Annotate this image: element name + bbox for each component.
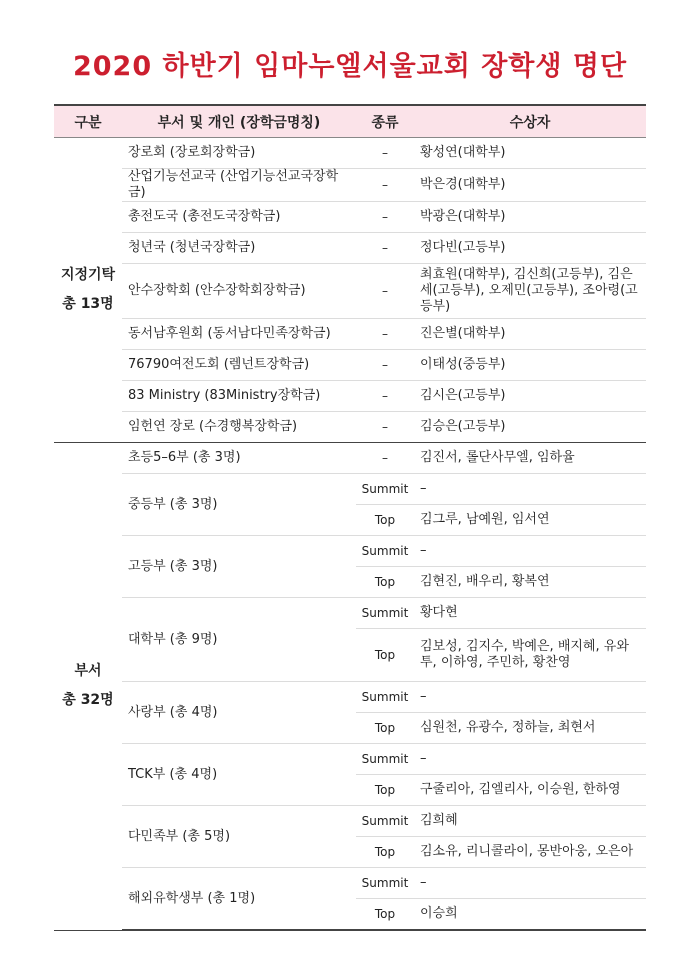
summit-winner: 김희혜 bbox=[414, 806, 646, 837]
table-row bbox=[54, 264, 646, 319]
header-category: 구분 bbox=[54, 105, 122, 138]
summit-winner: – bbox=[414, 744, 646, 775]
summit-winner: – bbox=[414, 474, 646, 505]
department-name: 산업기능선교국 (산업기능선교국장학금) bbox=[122, 169, 356, 202]
top-winners: 김그루, 남예원, 임서연 bbox=[414, 505, 646, 536]
scholarship-type: – bbox=[356, 350, 414, 381]
scholarship-type: – bbox=[356, 381, 414, 412]
scholarship-type: – bbox=[356, 319, 414, 350]
table-row bbox=[54, 682, 646, 713]
summit-type: Summit bbox=[356, 536, 414, 567]
department-name: 중등부 (총 3명) bbox=[122, 474, 356, 536]
table-row bbox=[54, 381, 646, 412]
table-row bbox=[54, 412, 646, 443]
table-row bbox=[54, 319, 646, 350]
winner-list: 김승은(고등부) bbox=[414, 412, 646, 443]
winner-list: 김시은(고등부) bbox=[414, 381, 646, 412]
table-row bbox=[54, 169, 646, 202]
top-winners: 김현진, 배우리, 황복연 bbox=[414, 567, 646, 598]
top-winners: 이승희 bbox=[414, 899, 646, 931]
summit-type: Summit bbox=[356, 474, 414, 505]
summit-type: Summit bbox=[356, 744, 414, 775]
table-row bbox=[54, 233, 646, 264]
designated-group-label bbox=[54, 138, 122, 443]
scholarship-type: – bbox=[356, 443, 414, 474]
table-row bbox=[54, 202, 646, 233]
department-name: 83 Ministry (83Ministry장학금) bbox=[122, 381, 356, 412]
top-type: Top bbox=[356, 713, 414, 744]
winner-list: 박광은(대학부) bbox=[414, 202, 646, 233]
header-department: 부서 및 개인 (장학금명칭) bbox=[122, 105, 356, 138]
designated-section bbox=[54, 138, 646, 443]
department-group-label bbox=[54, 443, 122, 931]
top-winners: 심원천, 유광수, 정하늘, 최현서 bbox=[414, 713, 646, 744]
scholarship-type: – bbox=[356, 202, 414, 233]
department-name: 사랑부 (총 4명) bbox=[122, 682, 356, 744]
summit-winner: – bbox=[414, 868, 646, 899]
department-name: 76790여전도회 (렘넌트장학금) bbox=[122, 350, 356, 381]
summit-type: Summit bbox=[356, 682, 414, 713]
department-name: 초등5–6부 (총 3명) bbox=[122, 443, 356, 474]
department-name: TCK부 (총 4명) bbox=[122, 744, 356, 806]
department-section bbox=[54, 443, 646, 931]
summit-type: Summit bbox=[356, 806, 414, 837]
table-row bbox=[54, 744, 646, 775]
scholarship-type: – bbox=[356, 233, 414, 264]
winner-list: 정다빈(고등부) bbox=[414, 233, 646, 264]
scholarship-type: – bbox=[356, 169, 414, 202]
winner-list: 최효원(대학부), 김신희(고등부), 김은세(고등부), 오제민(고등부), 조아령(고등부) bbox=[414, 264, 646, 319]
designated-group-label-title: 지정기탁 bbox=[60, 267, 116, 283]
department-name: 대학부 (총 9명) bbox=[122, 598, 356, 682]
scholarship-type: – bbox=[356, 412, 414, 443]
department-name: 장로회 (장로회장학금) bbox=[122, 138, 356, 169]
summit-winner: – bbox=[414, 536, 646, 567]
top-type: Top bbox=[356, 567, 414, 598]
table-row bbox=[54, 474, 646, 505]
table-header-row bbox=[54, 105, 646, 138]
summit-winner: 황다현 bbox=[414, 598, 646, 629]
table-row bbox=[54, 443, 646, 474]
top-type: Top bbox=[356, 899, 414, 931]
winner-list: 이태성(중등부) bbox=[414, 350, 646, 381]
department-name: 해외유학생부 (총 1명) bbox=[122, 868, 356, 931]
summit-type: Summit bbox=[356, 868, 414, 899]
department-name: 안수장학회 (안수장학회장학금) bbox=[122, 264, 356, 319]
top-type: Top bbox=[356, 775, 414, 806]
department-name: 임헌연 장로 (수경행복장학금) bbox=[122, 412, 356, 443]
table-row bbox=[54, 598, 646, 629]
department-name: 청년국 (청년국장학금) bbox=[122, 233, 356, 264]
winner-list: 황성연(대학부) bbox=[414, 138, 646, 169]
winner-list: 진은별(대학부) bbox=[414, 319, 646, 350]
top-winners: 김보성, 김지수, 박예은, 배지혜, 유와투, 이하영, 주민하, 황찬영 bbox=[414, 629, 646, 682]
page-title: 2020 하반기 임마누엘서울교회 장학생 명단 bbox=[72, 51, 628, 82]
table-row bbox=[54, 350, 646, 381]
department-group-label-count: 총 32명 bbox=[62, 692, 114, 709]
designated-group-label-count: 총 13명 bbox=[62, 296, 114, 312]
header-winners: 수상자 bbox=[414, 105, 646, 138]
department-name: 동서남후원회 (동서남다민족장학금) bbox=[122, 319, 356, 350]
department-name: 총전도국 (총전도국장학금) bbox=[122, 202, 356, 233]
department-group-label-title: 부서 bbox=[74, 663, 102, 680]
winner-list: 박은경(대학부) bbox=[414, 169, 646, 202]
winner-list: 김진서, 롤단사무엘, 임하율 bbox=[414, 443, 646, 474]
header-type: 종류 bbox=[356, 105, 414, 138]
table-row bbox=[54, 868, 646, 899]
table-row bbox=[54, 138, 646, 169]
top-type: Top bbox=[356, 837, 414, 868]
top-type: Top bbox=[356, 505, 414, 536]
scholarship-type: – bbox=[356, 138, 414, 169]
summit-winner: – bbox=[414, 682, 646, 713]
table-row bbox=[54, 536, 646, 567]
scholarship-type: – bbox=[356, 264, 414, 319]
table-row bbox=[54, 806, 646, 837]
top-winners: 구줄리아, 김엘리사, 이승원, 한하영 bbox=[414, 775, 646, 806]
top-winners: 김소유, 리니콜라이, 몽반아웅, 오은아 bbox=[414, 837, 646, 868]
scholarship-table bbox=[54, 104, 646, 931]
summit-type: Summit bbox=[356, 598, 414, 629]
department-name: 고등부 (총 3명) bbox=[122, 536, 356, 598]
top-type: Top bbox=[356, 629, 414, 682]
department-name: 다민족부 (총 5명) bbox=[122, 806, 356, 868]
